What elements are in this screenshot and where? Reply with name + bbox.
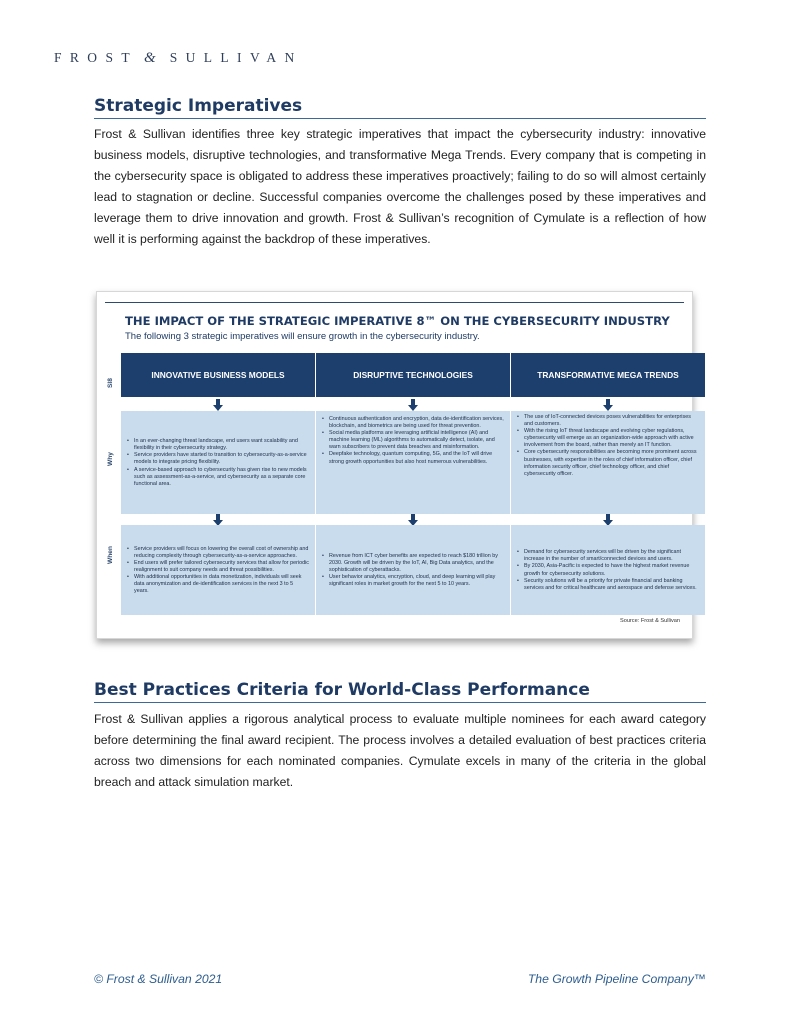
when-cell-disruptive-technologies bbox=[316, 525, 510, 615]
row-label-when: When bbox=[107, 546, 114, 564]
down-arrow-icon bbox=[213, 399, 223, 411]
row-label-why: Why bbox=[107, 452, 114, 466]
best-practices-paragraph: Frost & Sullivan applies a rigorous analytical process to evaluate multiple nominees for each award category before determining the final award recipient. The process involves a detailed evaluation of best practices criteria across two dimensions for each nominated companies. Cymulate excels in many of the criteria in the global breach and attack simulation market. bbox=[94, 712, 706, 789]
list-item: • User behavior analytics, encryption, cloud, and deep learning will play significant roles in market growth for the next 5 to 10 years. bbox=[322, 574, 504, 588]
strategic-imperatives-paragraph: Frost & Sullivan identifies three key strategic imperatives that impact the cybersecurity industry: innovative business models, disruptive technologies, and transformative Mega Trends. Every company that is competing in the cybersecurity space is obligated to address these imperatives proactively; failing to do so will almost certainly lead to stagnation or decline. Successful companies overcome the challenges posed by these imperatives and leverage them to drive innovation and growth. Frost & Sullivan’s recognition of Cymulate is a reflection of how well it is performing against the backdrop of these imperatives. bbox=[94, 127, 706, 246]
list-item: • With the rising IoT threat landscape and evolving cyber regulations, cybersecurity will emerge as an organization-wide approach with active involvement from the board, rather than merely an IT function. bbox=[517, 428, 699, 449]
frost-sullivan-logo: FROST & SULLIVAN bbox=[54, 50, 303, 66]
why-cell-transformative-mega-trends bbox=[511, 411, 705, 514]
list-item: • With additional opportunities in data monetization, individuals will seek data anonymization and de-identification services in the next 3 to 5 years. bbox=[127, 574, 309, 595]
list-item: • Service providers have started to transition to cybersecurity-as-a-service models to integrate pricing flexibility. bbox=[127, 452, 309, 466]
column-heading-transformative-mega-trends: TRANSFORMATIVE MEGA TRENDS bbox=[511, 353, 705, 397]
section-heading-strategic-imperatives: Strategic Imperatives bbox=[94, 96, 706, 119]
list-item: • End users will prefer tailored cybersecurity services that allow for periodic realignment to suit company needs and threat possibilities. bbox=[127, 560, 309, 574]
list-item: • Continuous authentication and encryption, data de-identification services, blockchain, and biometrics are being used for threat prevention. bbox=[322, 416, 504, 430]
list-item: • By 2030, Asia-Pacific is expected to have the highest market revenue growth for cybersecurity solutions. bbox=[517, 563, 699, 577]
list-item: • Deepfake technology, quantum computing, 5G, and the IoT will drive strong growth opportunities but also host numerous vulnerabilities. bbox=[322, 451, 504, 465]
figure-source-note: Source: Frost & Sullivan bbox=[619, 618, 680, 624]
list-item: • Revenue from ICT cyber benefits are expected to reach $180 trillion by 2030. Growth will be driven by the IoT, AI, Big Data analytics, and the sophistication of cyberattacks. bbox=[322, 553, 504, 574]
column-heading-innovative-business-models: INNOVATIVE BUSINESS MODELS bbox=[121, 353, 315, 397]
row-label-si8: SI8 bbox=[107, 378, 114, 388]
down-arrow-icon bbox=[408, 399, 418, 411]
figure-top-rule bbox=[105, 302, 684, 303]
why-cell-innovative-business-models bbox=[121, 411, 315, 514]
list-item: • Social media platforms are leveraging artificial intelligence (AI) and machine learning (ML) algorithms to automatically detect, isolate, and warn subscribers to prevent data breaches and misinformation. bbox=[322, 430, 504, 451]
list-item: • Demand for cybersecurity services will be driven by the significant increase in the number of smart/connected devices and users. bbox=[517, 549, 699, 563]
list-item: • Service providers will focus on lowering the overall cost of ownership and reducing complexity through cybersecurity-as-a-service approaches. bbox=[127, 546, 309, 560]
when-cell-innovative-business-models bbox=[121, 525, 315, 615]
list-item: • In an ever-changing threat landscape, end users want scalability and flexibility in their cybersecurity strategy. bbox=[127, 438, 309, 452]
why-cell-disruptive-technologies bbox=[316, 411, 510, 514]
list-item: • Core cybersecurity responsibilities are becoming more prominent across businesses, with expertise in the roles of chief information officer, chief information security officer, chief technology officer, and chief cybersecurity officer. bbox=[517, 449, 699, 477]
list-item: • The use of IoT-connected devices poses vulnerabilities for enterprises and customers. bbox=[517, 414, 699, 428]
list-item: • Security solutions will be a priority for private financial and banking services and for critical healthcare and aerospace and defense services. bbox=[517, 578, 699, 592]
footer-tagline: The Growth Pipeline Company™ bbox=[527, 972, 706, 986]
when-cell-transformative-mega-trends bbox=[511, 525, 705, 615]
strategic-imperatives-infographic bbox=[96, 291, 697, 639]
column-heading-disruptive-technologies: DISRUPTIVE TECHNOLOGIES bbox=[316, 353, 510, 397]
figure-subtitle: The following 3 strategic imperatives will ensure growth in the cybersecurity industry. bbox=[125, 331, 480, 342]
footer-copyright: © Frost & Sullivan 2021 bbox=[94, 972, 223, 986]
figure-title: THE IMPACT OF THE STRATEGIC IMPERATIVE 8™ ON THE CYBERSECURITY INDUSTRY bbox=[125, 314, 670, 328]
list-item: • A service-based approach to cybersecurity has given rise to new models such as assessment-as-a-service, and cybersecurity as a separate core functional area. bbox=[127, 467, 309, 488]
down-arrow-icon bbox=[603, 399, 613, 411]
section-heading-best-practices: Best Practices Criteria for World-Class Performance bbox=[94, 680, 706, 703]
